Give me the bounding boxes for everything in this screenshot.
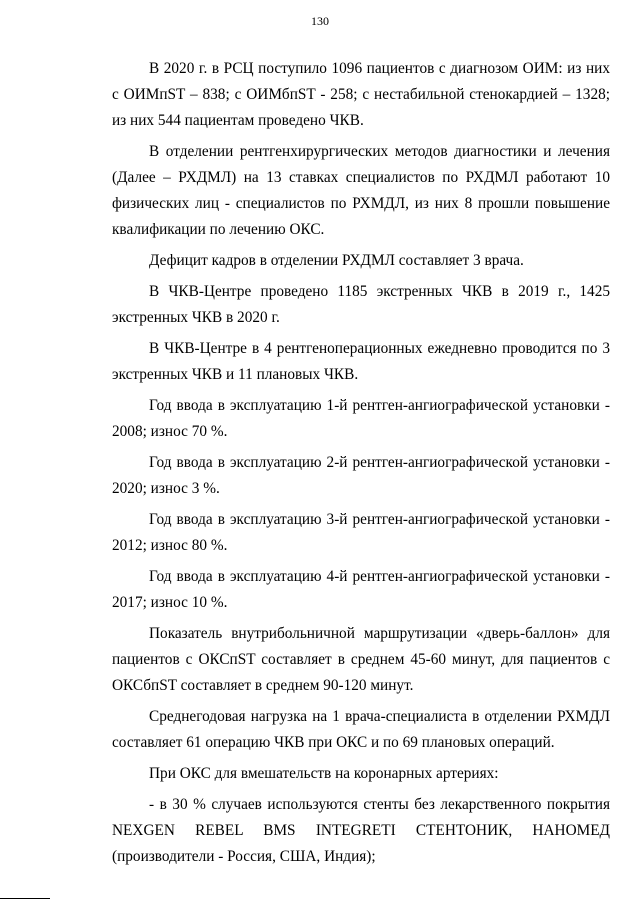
- paragraph-daily-operations: В ЧКВ-Центре в 4 рентгеноперационных ежедневно проводится по 3 экстренных ЧКВ и 11 плановых ЧКВ.: [112, 340, 610, 383]
- paragraph-bms-stents: - в 30 % случаев используются стенты без лекарственного покрытия NEXGEN REBEL BMS INTEGRETI СТЕНТОНИК, НАНОМЕД: [112, 796, 610, 839]
- paragraph-equipment-4: Год ввода в эксплуатацию 4-й рентген-ангиографической установки - 2017; износ 10 %.: [112, 568, 610, 611]
- paragraph-equipment-1: Год ввода в эксплуатацию 1-й рентген-ангиографической установки - 2008; износ 70 %.: [112, 397, 610, 440]
- footnote-divider: [0, 898, 50, 899]
- paragraph-acs-interventions-intro: При ОКС для вмешательств на коронарных артериях:: [149, 765, 499, 782]
- paragraph-equipment-3: Год ввода в эксплуатацию 3-й рентген-ангиографической установки - 2012; износ 80 %.: [112, 511, 610, 554]
- paragraph-workload: Среднегодовая нагрузка на 1 врача-специалиста в отделении РХМДЛ составляет 61 операцию ЧКВ при ОКС и по 69 плановых операций.: [112, 708, 610, 751]
- paragraph-staff-deficit: Дефицит кадров в отделении РХДМЛ составляет 3 врача.: [149, 252, 524, 269]
- paragraph-emergency-pci-counts: В ЧКВ-Центре проведено 1185 экстренных ЧКВ в 2019 г., 1425 экстренных ЧКВ в 2020 г.: [112, 283, 610, 326]
- paragraph-equipment-2: Год ввода в эксплуатацию 2-й рентген-ангиографической установки - 2020; износ 3 %.: [112, 454, 610, 497]
- document-body: [112, 56, 610, 875]
- page-number: 130: [311, 14, 329, 28]
- paragraph-admissions-2020: В 2020 г. в РСЦ поступило 1096 пациентов с диагнозом ОИМ: из них с ОИМпST – 838; с ОИМбпST - 258; с нестабильной стенокардией – 1328; из них 544 пациентам проведено ЧКВ.: [112, 60, 610, 129]
- paragraph-door-to-balloon: Показатель внутрибольничной маршрутизации «дверь-баллон» для пациентов с ОКСпST составляет в среднем 45-60 минут, для пациентов с ОКСбпST составляет в среднем 90-120 минут.: [112, 625, 610, 694]
- paragraph-department-staff: В отделении рентгенхирургических методов диагностики и лечения (Далее – РХДМЛ) на 13 ставках специалистов по РХДМЛ работают 10 физических лиц - специалистов по РХМДЛ, из них 8 прошли повышение квалификации по лечению ОКС.: [112, 143, 610, 238]
- paragraph-manufacturers: (производители - Россия, США, Индия);: [112, 848, 376, 865]
